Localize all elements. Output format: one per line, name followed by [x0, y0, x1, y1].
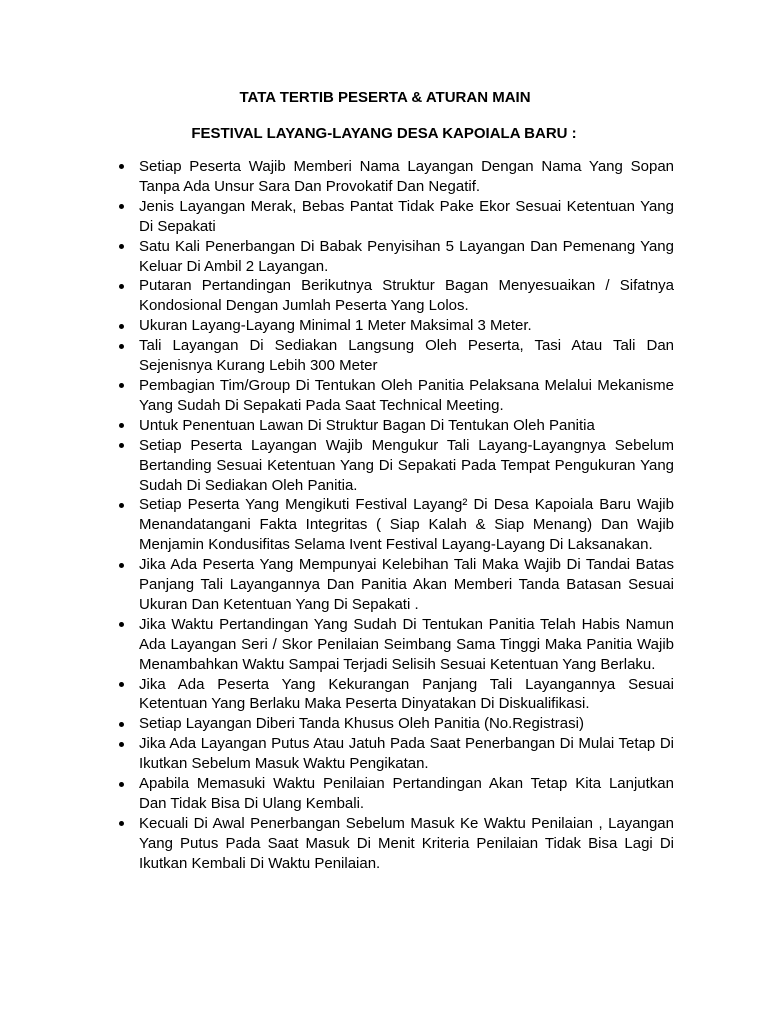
rule-item [119, 336, 674, 376]
rule-item [119, 237, 674, 277]
rule-text: Tali Layangan Di Sediakan Langsung Oleh Peserta, Tasi Atau Tali Dan Sejenisnya Kurang Lebih 300 Meter [139, 337, 674, 375]
document-subtitle: FESTIVAL LAYANG-LAYANG DESA KAPOIALA BARU : [191, 125, 577, 142]
rule-text: Apabila Memasuki Waktu Penilaian Pertandingan Akan Tetap Kita Lanjutkan Dan Tidak Bisa Di Ulang Kembali. [139, 775, 674, 812]
rule-text: Ukuran Layang-Layang Minimal 1 Meter Maksimal 3 Meter. [139, 317, 532, 335]
bullet-icon [119, 675, 126, 695]
rule-item [119, 436, 674, 496]
rule-item [119, 197, 674, 237]
rule-text: Jika Ada Peserta Yang Mempunyai Kelebihan Tali Maka Wajib Di Tandai Batas Panjang Tali Layangannya Dan Panitia Akan Memberi Tanda Batasan Sesuai Ukuran Dan Ketentuan Yang Di Sepakati . [139, 556, 674, 613]
rule-item [119, 714, 674, 734]
rule-text: Setiap Peserta Yang Mengikuti Festival Layang² Di Desa Kapoiala Baru Wajib Menandatangani Fakta Integritas ( Siap Kalah & Siap Menang) Dan Wajib Menjamin Kondusifitas Selama Ivent Festival Layang-Layang Di Laksanakan. [139, 496, 674, 554]
bullet-icon [119, 276, 126, 296]
rule-item [119, 276, 674, 316]
rule-item [119, 814, 674, 874]
rule-item [119, 774, 674, 814]
rule-text: Untuk Penentuan Lawan Di Struktur Bagan Di Tentukan Oleh Panitia [139, 416, 595, 434]
bullet-icon [119, 376, 126, 396]
rule-text: Satu Kali Penerbangan Di Babak Penyisihan 5 Layangan Dan Pemenang Yang Keluar Di Ambil 2 Layangan. [139, 237, 674, 275]
bullet-icon [119, 615, 126, 635]
bullet-icon [119, 316, 126, 336]
rule-item [119, 495, 674, 555]
rules-list [119, 157, 674, 874]
rule-item [119, 734, 674, 774]
bullet-icon [119, 734, 126, 754]
bullet-icon [119, 555, 126, 575]
bullet-icon [119, 436, 126, 456]
rule-text: Setiap Peserta Wajib Memberi Nama Layangan Dengan Nama Yang Sopan Tanpa Ada Unsur Sara Dan Provokatif Dan Negatif. [139, 158, 674, 195]
rule-item [119, 615, 674, 675]
rule-text: Jenis Layangan Merak, Bebas Pantat Tidak Pake Ekor Sesuai Ketentuan Yang Di Sepakati [139, 197, 674, 235]
rule-text: Pembagian Tim/Group Di Tentukan Oleh Panitia Pelaksana Melalui Mekanisme Yang Sudah Di Sepakati Pada Saat Technical Meeting. [139, 376, 674, 414]
rule-text: Jika Ada Peserta Yang Kekurangan Panjang Tali Layangannya Sesuai Ketentuan Yang Berlaku Maka Peserta Dinyatakan Di Diskualifikasi. [139, 675, 674, 713]
rule-text: Putaran Pertandingan Berikutnya Struktur Bagan Menyesuaikan / Sifatnya Kondosional Dengan Jumlah Peserta Yang Lolos. [139, 277, 674, 315]
rule-item [119, 316, 674, 336]
rule-item [119, 416, 674, 436]
rule-text: Setiap Peserta Layangan Wajib Mengukur Tali Layang-Layangnya Sebelum Bertanding Sesuai Ketentuan Yang Di Sepakati Pada Tempat Pengukuran Yang Sudah Di Sediakan Oleh Panitia. [139, 436, 674, 494]
bullet-icon [119, 197, 126, 217]
rule-item [119, 675, 674, 715]
rule-item [119, 376, 674, 416]
rule-item [119, 157, 674, 197]
rule-text: Setiap Layangan Diberi Tanda Khusus Oleh Panitia (No.Registrasi) [139, 715, 584, 733]
rule-text: Jika Ada Layangan Putus Atau Jatuh Pada Saat Penerbangan Di Mulai Tetap Di Ikutkan Sebelum Masuk Waktu Pengikatan. [139, 735, 674, 773]
bullet-icon [119, 814, 126, 834]
bullet-icon [119, 774, 126, 794]
bullet-icon [119, 495, 126, 515]
bullet-icon [119, 714, 126, 734]
rule-item [119, 555, 674, 615]
rule-text: Kecuali Di Awal Penerbangan Sebelum Masuk Ke Waktu Penilaian , Layangan Yang Putus Pada Saat Masuk Di Menit Kriteria Penilaian Tidak Bisa Lagi Di Ikutkan Kembali Di Waktu Penilaian. [139, 814, 674, 872]
rule-text: Jika Waktu Pertandingan Yang Sudah Di Tentukan Panitia Telah Habis Namun Ada Layangan Seri / Skor Penilaian Seimbang Sama Tinggi Maka Panitia Wajib Menambahkan Waktu Sampai Terjadi Selisih Sesuai Ketentuan Yang Berlaku. [139, 615, 674, 673]
bullet-icon [119, 157, 126, 177]
bullet-icon [119, 336, 126, 356]
document-title: TATA TERTIB PESERTA & ATURAN MAIN [239, 89, 531, 106]
bullet-icon [119, 416, 126, 436]
bullet-icon [119, 237, 126, 257]
